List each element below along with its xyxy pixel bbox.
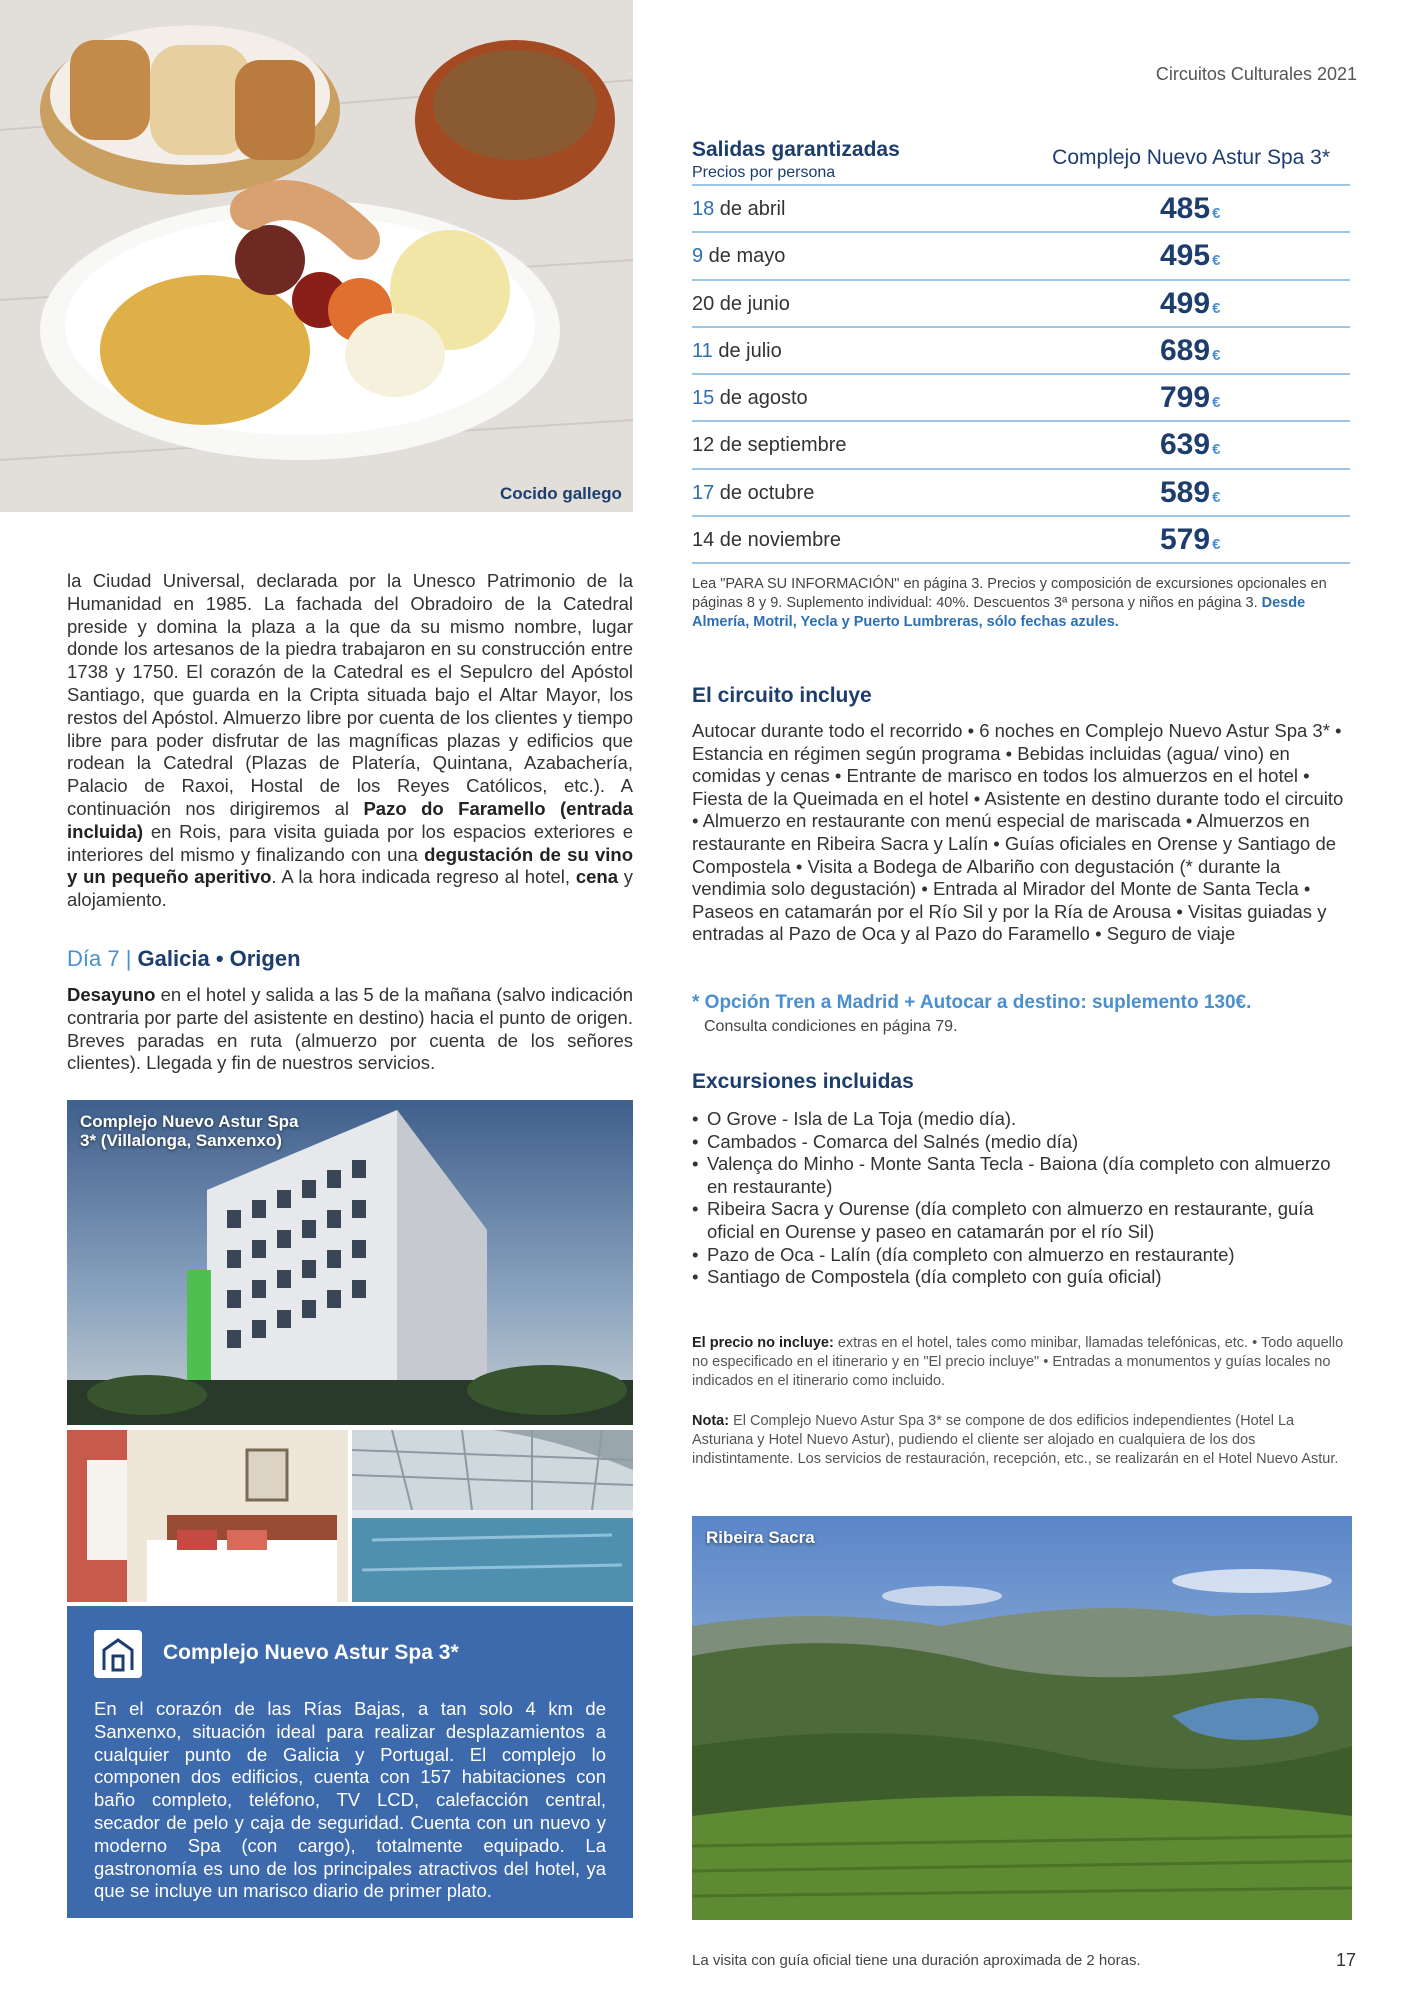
not-included-note: El precio no incluye: extras en el hotel, tales como minibar, llamadas telefónicas, etc. • Todo aquello no especificado en el itinerario y en "El precio incluye" • Entradas a monumentos y guías locales no indicados en el itinerario como incluido.	[692, 1335, 1344, 1389]
excursion-item: • Cambados - Comarca del Salnés (medio día)	[692, 1131, 1352, 1154]
hotel-box-title: Complejo Nuevo Astur Spa 3*	[163, 1641, 459, 1664]
excursions-title: Excursiones incluidas	[692, 1070, 914, 1093]
footer-note: La visita con guía oficial tiene una duración aproximada de 2 horas.	[692, 1952, 1141, 1969]
ribeira-sacra-caption: Ribeira Sacra	[706, 1528, 815, 1547]
price-table-hotel: Complejo Nuevo Astur Spa 3*	[1052, 146, 1330, 169]
hotel-icon	[94, 1630, 142, 1678]
hotel-pool-photo	[352, 1430, 633, 1602]
cocido-photo	[0, 0, 633, 512]
excursion-item: • Pazo de Oca - Lalín (día completo con almuerzo en restaurante)	[692, 1244, 1352, 1267]
train-option-conditions: Consulta condiciones en página 79.	[704, 1018, 958, 1035]
hotel-box-text: En el corazón de las Rías Bajas, a tan solo 4 km de Sanxenxo, situación ideal para realizar desplazamientos a cualquier punto de Galicia y Portugal. El complejo lo componen dos edificios, cuenta con 157 habitaciones con baño completo, teléfono, TV LCD, calefacción central, secador de pelo y caja de seguridad. Cuenta con un nuevo y moderno Spa (con cargo), totalmente equipado. La gastronomía es uno de los principales atractivos del hotel, ya que se incluye un marisco diario de primer plato.	[94, 1698, 606, 1902]
includes-text: Autocar durante todo el recorrido • 6 noches en Complejo Nuevo Astur Spa 3* • Estancia en régimen según programa • Bebidas incluidas (agua/ vino) en comidas y cenas • Entrante de marisco en todos los almuerzos en el hotel • Fiesta de la Queimada en el hotel • Asistente en destino durante todo el circuito • Almuerzo en restaurante con menú especial de mariscada • Almuerzos en restaurante en Ribeira Sacra y Lalín • Guías oficiales en Orense y Santiago de Compostela • Visita a Bodega de Albariño con degustación (* durante la vendimia solo degustación) • Entrada al Mirador del Monte de Santa Tecla • Paseos en catamarán por el Río Sil y por la Ría de Arousa • Visitas guiadas y entradas al Pazo de Oca y al Pazo do Faramello • Seguro de viaje	[692, 720, 1344, 945]
hotel-room-photo	[67, 1430, 348, 1602]
itinerary-paragraph: la Ciudad Universal, declarada por la Unesco Patrimonio de la Humanidad en 1985. La fachada del Obradoiro de la Catedral preside y domina la plaza a la que da su mismo nombre, lugar donde los artesanos de la piedra trabajaron en su construcción entre 1738 y 1750. El corazón de la Catedral es el Sepulcro del Apóstol Santiago, que guarda en la Cripta situada bajo el Altar Mayor, los restos del Apóstol. Almuerzo libre por cuenta de los clientes y tiempo libre para poder disfrutar de las magníficas plazas y edificios que rodean la Catedral (Plazas de Platería, Quintana, Azabachería, Palacio de Raxoi, Hostal de los Reyes Católicos, etc.). A continuación nos dirigiremos al Pazo do Faramello (entrada incluida) en Rois, para visita guiada por los espacios exteriores e interiores del mismo y finalizando con una degustación de su vino y un pequeño aperitivo. A la hora indicada regreso al hotel, cena y alojamiento.	[67, 570, 634, 911]
price-table-subtitle: Precios por persona	[692, 164, 836, 181]
price-row: 9 de mayo 495 €	[692, 233, 1350, 280]
cocido-caption: Cocido gallego	[500, 484, 622, 503]
excursion-item: • O Grove - Isla de La Toja (medio día).	[692, 1108, 1352, 1131]
includes-title: El circuito incluye	[692, 684, 872, 707]
train-option: * Opción Tren a Madrid + Autocar a destino: suplemento 130€.	[692, 992, 1252, 1013]
price-row: 11 de julio 689 €	[692, 328, 1350, 375]
page-number: 17	[1335, 1950, 1356, 1970]
ribeira-sacra-photo	[692, 1516, 1352, 1920]
price-row: 17 de octubre 589 €	[692, 470, 1350, 517]
price-table-header	[692, 136, 1350, 186]
page-header-title: Circuitos Culturales 2021	[1155, 64, 1357, 84]
price-row: 18 de abril 485 €	[692, 186, 1350, 233]
day7-title: Día 7 | Galicia • Origen	[67, 946, 301, 971]
excursions-list	[692, 1108, 1352, 1289]
excursion-item: • Valença do Minho - Monte Santa Tecla - Baiona (día completo con almuerzo en restaurante)	[692, 1153, 1352, 1198]
price-table	[692, 136, 1350, 564]
price-row: 14 de noviembre 579 €	[692, 517, 1350, 564]
hotel-exterior-caption: Complejo Nuevo Astur Spa 3* (Villalonga, Sanxenxo)	[80, 1112, 299, 1150]
hotel-info-box	[67, 1606, 633, 1918]
day7-text: Desayuno en el hotel y salida a las 5 de la mañana (salvo indicación contraria por parte del asistente en destino) hacia el punto de origen. Breves paradas en ruta (almuerzo por cuenta de los señores clientes). Llegada y fin de nuestros servicios.	[67, 984, 633, 1074]
price-row: 20 de junio 499 €	[692, 281, 1350, 328]
price-table-title: Salidas garantizadas	[692, 138, 900, 161]
price-row: 12 de septiembre 639 €	[692, 422, 1350, 469]
excursion-item: • Ribeira Sacra y Ourense (día completo con almuerzo en restaurante, guía oficial en Ourense y paseo en catamarán por el río Sil)	[692, 1198, 1352, 1243]
excursion-item: • Santiago de Compostela (día completo con guía oficial)	[692, 1266, 1352, 1289]
hotel-note: Nota: El Complejo Nuevo Astur Spa 3* se compone de dos edificios independientes (Hotel La Asturiana y Hotel Nuevo Astur), pudiendo el cliente ser alojado en cualquiera de los dos indistintamente. Los servicios de restauración, recepción, etc., se realizarán en el Hotel Nuevo Astur.	[692, 1413, 1339, 1467]
price-row: 15 de agosto 799 €	[692, 375, 1350, 422]
price-note: Lea "PARA SU INFORMACIÓN" en página 3. Precios y composición de excursiones opcionales en páginas 8 y 9. Suplemento individual: 40%. Descuentos 3ª persona y niños en página 3. Desde Almería, Motril, Yecla y Puerto Lumbreras, sólo fechas azules.	[692, 576, 1327, 630]
